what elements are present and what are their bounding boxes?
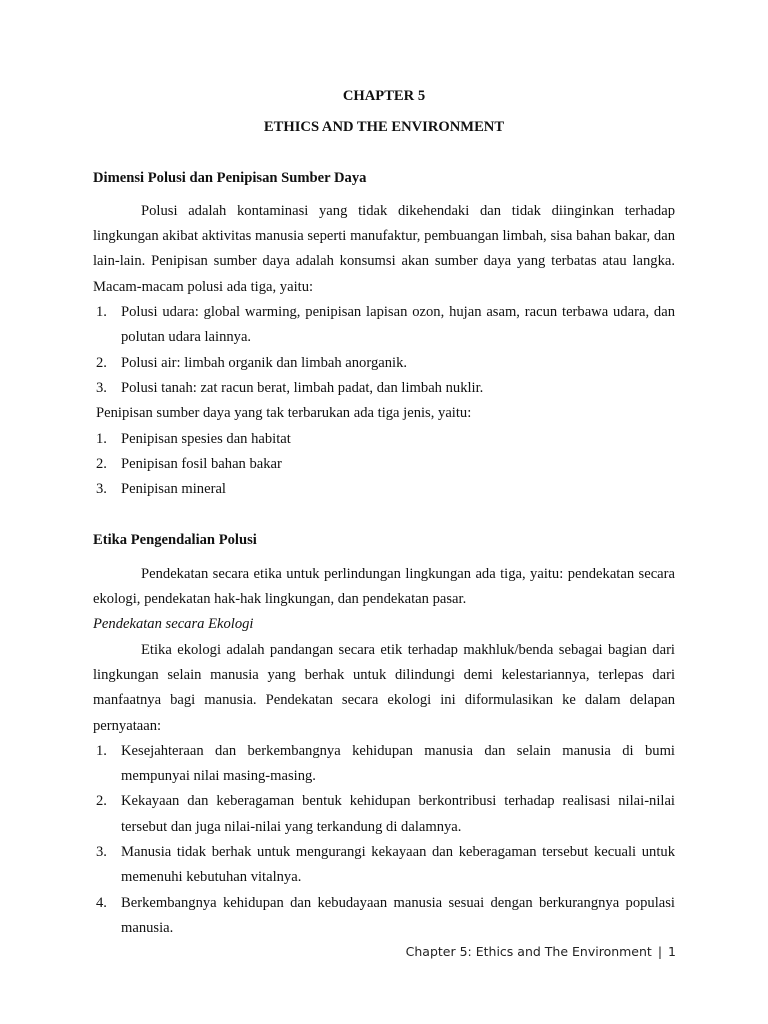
list-item: 1. Polusi udara: global warming, penipisan lapisan ozon, hujan asam, racun terbawa udara, dan polutan udara lainnya.	[96, 304, 675, 346]
list-item: 2. Kekayaan dan keberagaman bentuk kehidupan berkontribusi terhadap realisasi nilai-nilai tersebut dan juga nilai-nilai yang terkandung di dalamnya.	[96, 793, 675, 835]
paragraph-polusi-definition: Polusi adalah kontaminasi yang tidak dikehendaki dan tidak diinginkan terhadap lingkungan akibat aktivitas manusia seperti manufaktur, pembuangan limbah, sisa bahan bakar, dan lain-lain. Penipisan sumber daya adalah konsumsi akan sumber daya yang terbatas atau langka. Macam-macam polusi ada tiga, yaitu:	[93, 202, 675, 295]
chapter-title: ETHICS AND THE ENVIRONMENT	[263, 119, 505, 136]
paragraph-etika-ekologi: Etika ekologi adalah pandangan secara etik terhadap makhluk/benda sebagai bagian dari lingkungan selain manusia yang berhak untuk dilindungi demi kelestariannya, terlepas dari manfaatnya bagi manusia. Pendekatan secara ekologi ini diformulasikan ke dalam delapan pernyataan:	[93, 641, 675, 734]
list-item: 3. Polusi tanah: zat racun berat, limbah padat, dan limbah nuklir.	[96, 379, 484, 396]
chapter-label: CHAPTER 5	[342, 88, 426, 104]
ekologi-list	[93, 739, 675, 941]
list-item: 1. Penipisan spesies dan habitat	[96, 430, 291, 447]
footer-separator: |	[657, 944, 663, 959]
penipisan-intro: Penipisan sumber daya yang tak terbarukan ada tiga jenis, yaitu:	[96, 405, 472, 422]
section-heading-dimensi-polusi: Dimensi Polusi dan Penipisan Sumber Daya	[93, 169, 367, 186]
list-item: 2. Penipisan fosil bahan bakar	[96, 455, 282, 472]
list-item: 2. Polusi air: limbah organik dan limbah anorganik.	[96, 354, 408, 371]
section-heading-etika-pengendalian: Etika Pengendalian Polusi	[93, 532, 257, 549]
list-item: 3. Manusia tidak berhak untuk mengurangi kekayaan dan keberagaman tersebut kecuali untuk memenuhi kebutuhan vitalnya.	[96, 844, 675, 886]
polusi-list	[93, 300, 675, 401]
subheading-pendekatan-ekologi: Pendekatan secara Ekologi	[93, 616, 254, 633]
page-number: 1	[668, 944, 676, 959]
footer-running-title: Chapter 5: Ethics and The Environment	[405, 944, 652, 959]
paragraph-pendekatan-etika: Pendekatan secara etika untuk perlindungan lingkungan ada tiga, yaitu: pendekatan secara ekologi, pendekatan hak-hak lingkungan, dan pendekatan pasar.	[93, 565, 675, 608]
penipisan-list	[93, 427, 675, 503]
page-content	[93, 84, 675, 941]
page-footer	[406, 944, 676, 959]
list-item: 1. Kesejahteraan dan berkembangnya kehidupan manusia dan selain manusia di bumi mempunyai nilai masing-masing.	[96, 742, 675, 785]
list-item: 4. Berkembangnya kehidupan dan kebudayaan manusia sesuai dengan berkurangnya populasi manusia.	[96, 894, 675, 936]
list-item: 3. Penipisan mineral	[96, 481, 226, 498]
